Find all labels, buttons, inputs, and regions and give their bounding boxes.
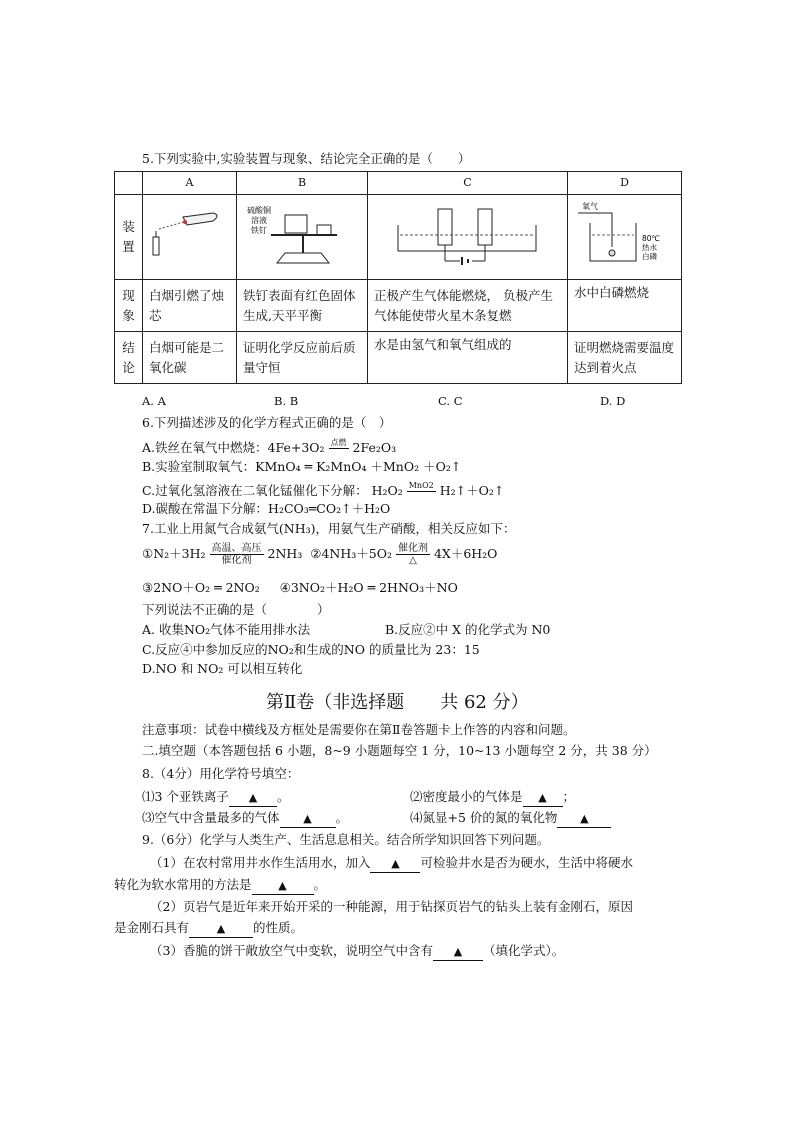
q7-option-a: A. 收集NO₂气体不能用排水法 xyxy=(142,622,311,637)
header-empty xyxy=(115,172,143,195)
device-d-image xyxy=(568,195,682,280)
q8-part4: ⑷氮显+5 价的氮的氧化物 ▲ xyxy=(410,810,611,828)
q7-reactions-1-2: ①N₂＋3H₂ $\frac{\text{高温、高压}}{\text{催化剂}}$ 2NH₃ ②4NH₃＋5O₂ $\frac{\text{催化剂}}{\triangle}$ 4X＋6H₂O xyxy=(142,543,498,566)
q7-stem: 7.工业上用氮气合成氨气(NH₃)，用氨气生产硝酸，相关反应如下： xyxy=(142,521,516,536)
row-label-phenomenon: 现象 xyxy=(115,280,143,332)
d-phos-label: 白磷 xyxy=(642,252,657,261)
header-b: B xyxy=(237,172,368,195)
q5-stem: 5.下列实验中,实验装置与现象、结论完全正确的是（ ） xyxy=(142,151,471,166)
q8-part1: ⑴3 个亚铁离子 ▲ 。 xyxy=(142,789,289,807)
phenomenon-c: 正极产生气体能燃烧， 负极产生气体能使带火星木条复燃 xyxy=(368,280,568,332)
device-c-image xyxy=(368,195,568,280)
q7-ask: 下列说法不正确的是（ ） xyxy=(142,602,330,617)
q6-stem: 6.下列描述涉及的化学方程式正确的是（ ） xyxy=(142,415,392,430)
phenomenon-d: 水中白磷燃烧 xyxy=(568,280,682,332)
device-b-image xyxy=(237,195,368,280)
q8-stem: 8.（4分）用化学符号填空： xyxy=(142,766,300,781)
q7-option-b: B.反应②中 X 的化学式为 N0 xyxy=(385,622,551,637)
row-label-conclusion: 结论 xyxy=(115,332,143,384)
device-a-image xyxy=(143,195,237,280)
q9-part1-line1: （1）在农村常用井水作生活用水，加入 ▲ 可检验井水是否为硬水，生活中将硬水 xyxy=(150,855,633,873)
q5-table xyxy=(114,171,682,384)
balance-scale-icon xyxy=(237,195,367,273)
q7-r2-condition: $\frac{\text{催化剂}}{\triangle}$ xyxy=(397,543,428,566)
q5-option-c: C. C xyxy=(438,394,463,408)
q7-option-c: C.反应④中参加反应的NO₂和生成的NO 的质量比为 23：15 xyxy=(142,642,480,657)
phenomenon-a: 白烟引燃了烛芯 xyxy=(143,280,237,332)
d-gas-label: 氧气 xyxy=(582,202,598,211)
d-water-label: 80℃ xyxy=(642,234,660,243)
q5-option-d: D. D xyxy=(600,394,626,408)
q8-part2: ⑵密度最小的气体是 ▲ ； xyxy=(410,789,575,807)
q6-option-b: B.实验室制取氧气：KMnO₄ ═ K₂MnO₄ ＋MnO₂ ＋O₂↑ xyxy=(142,459,462,474)
q6-option-c: C.过氧化氢溶液在二氧化锰催化下分解： H₂O₂ MnO2 H₂↑＋O₂↑ xyxy=(142,480,504,503)
section-heading: 二.填空题（本答题包括 6 小题，8~9 小题题每空 1 分，10~13 小题每空 2 分，共 38 分） xyxy=(142,743,657,758)
q6-option-a: A.铁丝在氧气中燃烧：4Fe+3O₂ 点燃 2Fe₂O₃ xyxy=(142,437,396,460)
electrolysis-icon xyxy=(368,195,566,273)
q9-part2-line2: 是金刚石具有 ▲ 的性质。 xyxy=(114,920,303,938)
q5-option-b: B. B xyxy=(274,394,299,408)
q8-part3: ⑶空气中含量最多的气体 ▲ 。 xyxy=(142,810,348,828)
q7-reactions-3-4: ③2NO＋O₂ ═ 2NO₂ ④3NO₂＋H₂O ═ 2HNO₃＋NO xyxy=(142,580,458,595)
q9-part2-line1: （2）页岩气是近年来开始开采的一种能源，用于钻探页岩气的钻头上装有金刚石，原因 xyxy=(150,899,633,914)
q9-part1-line2: 转化为软水常用的方法是 ▲ 。 xyxy=(114,877,326,895)
header-c: C xyxy=(368,172,568,195)
b-label: 硫酸铜 xyxy=(247,206,271,215)
q6-option-d: D.碳酸在常温下分解：H₂CO₃═CO₂↑＋H₂O xyxy=(142,501,391,516)
svg-text:热水: 热水 xyxy=(642,243,657,252)
conclusion-b: 证明化学反应前后质量守恒 xyxy=(237,332,368,384)
part2-note: 注意事项：试卷中横线及方框处是需要你在第Ⅱ卷答题卡上作答的内容和问题。 xyxy=(142,722,576,737)
svg-text:溶液: 溶液 xyxy=(251,216,267,225)
q7-option-d: D.NO 和 NO₂ 可以相互转化 xyxy=(142,661,303,676)
header-d: D xyxy=(568,172,682,195)
q7-r1-condition: $\frac{\text{高温、高压}}{\text{催化剂}}$ xyxy=(211,543,262,566)
phenomenon-b: 铁钉表面有红色固体生成,天平平衡 xyxy=(237,280,368,332)
white-phosphorus-beaker-icon xyxy=(568,195,680,273)
row-label-device: 装置 xyxy=(115,195,143,280)
q5-option-a: A. A xyxy=(142,394,166,408)
conclusion-c: 水是由氢气和氧气组成的 xyxy=(368,332,568,384)
q9-part3: （3）香脆的饼干敞放空气中变软，说明空气中含有 ▲ （填化学式）。 xyxy=(150,943,564,961)
candle-smoke-icon xyxy=(143,195,235,273)
conclusion-a: 白烟可能是二氧化碳 xyxy=(143,332,237,384)
svg-text:铁钉: 铁钉 xyxy=(251,226,267,235)
part2-title: 第Ⅱ卷（非选择题 共 62 分） xyxy=(266,692,529,713)
q9-stem: 9.（6分）化学与人类生产、生活息息相关。结合所学知识回答下列问题。 xyxy=(142,832,550,847)
header-a: A xyxy=(143,172,237,195)
conclusion-d: 证明燃烧需要温度达到着火点 xyxy=(568,332,682,384)
q6-a-condition: 点燃 xyxy=(330,438,347,447)
q6-c-condition: MnO2 xyxy=(408,481,434,490)
